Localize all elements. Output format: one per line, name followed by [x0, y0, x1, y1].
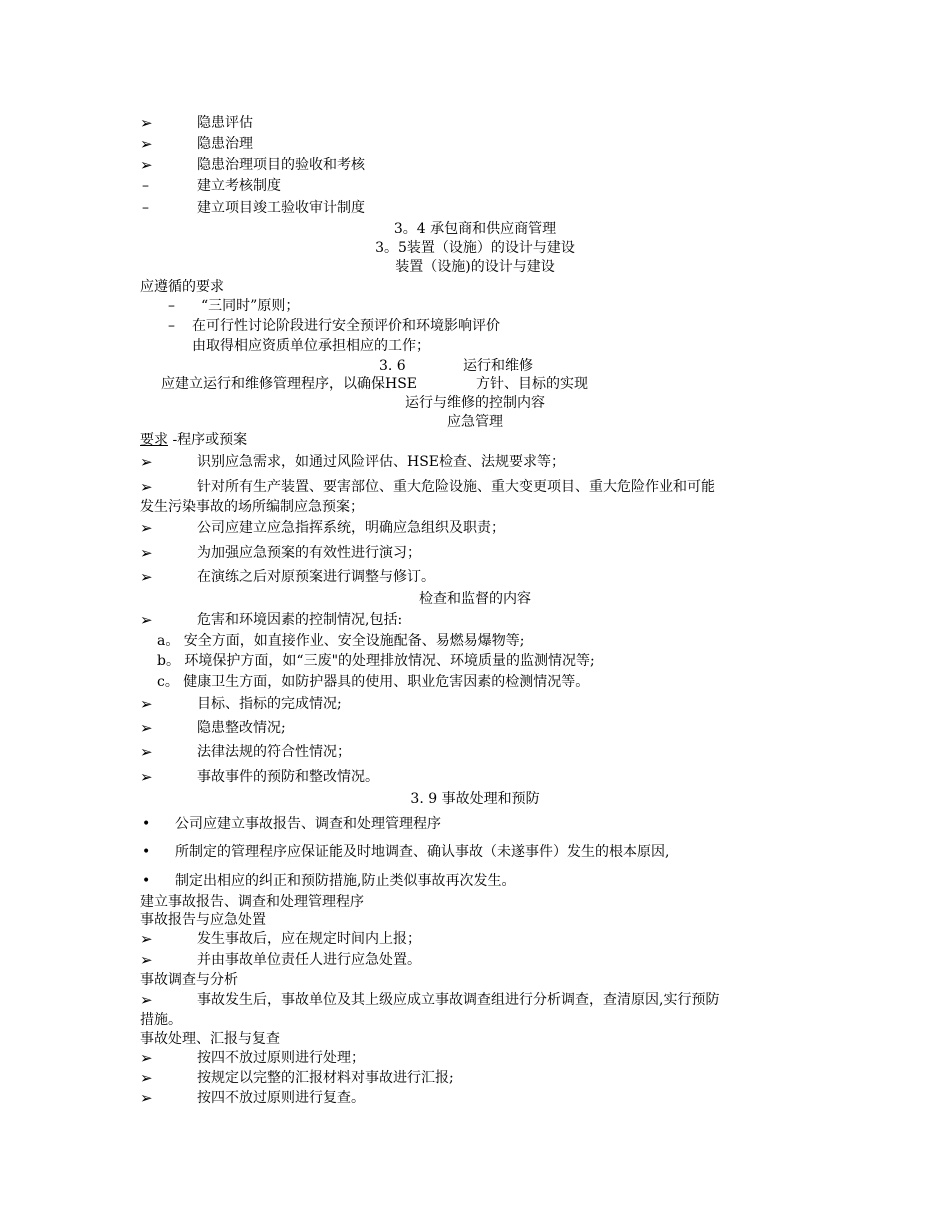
arrow-bullet-icon: ➢ [140, 1089, 153, 1107]
section-heading: 检查和监督的内容 [419, 591, 531, 607]
list-item-text: 隐患整改情况; [197, 720, 286, 736]
sub-list-item: b。 环境保护方面，如“三废"的处理排放情况、环境质量的监测情况等; [157, 653, 595, 669]
list-item-text: 建立考核制度 [197, 178, 281, 194]
list-item-text: 公司应建立应急指挥系统，明确应急组织及职责； [197, 520, 505, 536]
arrow-bullet-icon: ➢ [140, 1049, 153, 1067]
list-item-text: 发生事故后，应在规定时间内上报； [197, 931, 421, 947]
paragraph: 措施。 [140, 1012, 182, 1028]
arrow-bullet-icon: ➢ [140, 544, 153, 562]
dot-bullet-icon: • [142, 816, 151, 832]
arrow-bullet-icon: ➢ [140, 719, 153, 737]
list-item-text: 按规定以完整的汇报材料对事故进行汇报; [197, 1070, 454, 1086]
paragraph: 建立事故报告、调查和处理管理程序 [140, 894, 364, 910]
list-item-text: 法律法规的符合性情况； [197, 744, 351, 760]
arrow-bullet-icon: ➢ [140, 930, 153, 948]
dot-bullet-icon: • [142, 873, 151, 889]
sub-list-item: a。 安全方面，如直接作业、安全设施配备、易燃易爆物等; [157, 633, 525, 649]
list-item-text: 按四不放过原则进行复查。 [197, 1090, 365, 1106]
list-item-text: 建立项目竣工验收审计制度 [197, 200, 365, 216]
section-heading: 3。5装置（设施）的设计与建设 [375, 240, 575, 256]
arrow-bullet-icon: ➢ [140, 568, 153, 586]
paragraph-text: -程序或预案 [168, 432, 248, 448]
list-item-text: 事故发生后，事故单位及其上级应成立事故调查组进行分析调查，查清原因,实行预防 [197, 992, 720, 1008]
list-item-text: 所制定的管理程序应保证能及时地调查、确认事故（未遂事件）发生的根本原因, [175, 844, 670, 860]
paragraph: 事故处理、汇报与复查 [140, 1031, 280, 1047]
list-item-text: 隐患治理 [197, 136, 253, 152]
list-item-text: 在演练之后对原预案进行调整与修订。 [197, 569, 435, 585]
section-title: 运行和维修 [463, 358, 533, 374]
arrow-bullet-icon: ➢ [140, 695, 153, 713]
section-number: 3. 6 [379, 358, 406, 374]
list-item-text: 针对所有生产装置、要害部位、重大危险设施、重大变更项目、重大危险作业和可能 [197, 479, 715, 495]
arrow-bullet-icon: ➢ [140, 453, 153, 471]
section-heading: 应急管理 [447, 414, 503, 430]
dash-bullet: – [168, 318, 175, 334]
list-item-text: 隐患治理项目的验收和考核 [197, 157, 365, 173]
paragraph: 发生污染事故的场所编制应急预案； [140, 499, 364, 515]
paragraph: 事故报告与应急处置 [140, 912, 266, 928]
section-heading: 3. 9 事故处理和预防 [410, 791, 540, 807]
arrow-bullet-icon: ➢ [140, 519, 153, 537]
underlined-text: 要求 [140, 432, 168, 448]
arrow-bullet-icon: ➢ [140, 114, 153, 132]
paragraph [140, 430, 247, 450]
arrow-bullet-icon: ➢ [140, 768, 153, 786]
arrow-bullet-icon: ➢ [140, 478, 153, 496]
paragraph-text: 应建立运行和维修管理程序，以确保HSE [161, 376, 418, 392]
list-item-text: 并由事故单位责任人进行应急处置。 [197, 952, 421, 968]
paragraph: 事故调查与分析 [140, 972, 238, 988]
list-item-text: 危害和环境因素的控制情况,包括: [197, 612, 403, 628]
section-heading: 3。4 承包商和供应商管理 [393, 221, 557, 237]
list-item-text: “三同时”原则； [201, 298, 300, 314]
paragraph: 由取得相应资质单位承担相应的工作； [192, 338, 430, 354]
arrow-bullet-icon: ➢ [140, 743, 153, 761]
list-item-text: 隐患评估 [197, 115, 253, 131]
list-item-text: 公司应建立事故报告、调查和处理管理程序 [175, 816, 441, 832]
sub-list-item: c。 健康卫生方面，如防护器具的使用、职业危害因素的检测情况等。 [157, 674, 590, 690]
arrow-bullet-icon: ➢ [140, 156, 153, 174]
list-item-text: 为加强应急预案的有效性进行演习； [197, 545, 421, 561]
arrow-bullet-icon: ➢ [140, 611, 153, 629]
list-item-text: 在可行性讨论阶段进行安全预评价和环境影响评价 [192, 318, 500, 334]
arrow-bullet-icon: ➢ [140, 951, 153, 969]
subsection-heading: 运行与维修的控制内容 [405, 395, 545, 411]
list-item-text: 按四不放过原则进行处理； [197, 1050, 365, 1066]
list-item-text: 识别应急需求，如通过风险评估、HSE检查、法规要求等； [197, 454, 566, 470]
paragraph: 应遵循的要求 [140, 279, 224, 295]
paragraph-text: 方针、目标的实现 [476, 376, 588, 392]
list-item-text: 目标、指标的完成情况; [197, 696, 342, 712]
dash-bullet: – [142, 200, 149, 216]
arrow-bullet-icon: ➢ [140, 135, 153, 153]
subsection-heading: 装置（设施)的设计与建设 [395, 259, 555, 275]
list-item-text: 制定出相应的纠正和预防措施,防止类似事故再次发生。 [175, 873, 516, 889]
dash-bullet: – [168, 298, 175, 314]
dash-bullet: – [142, 178, 149, 194]
list-item-text: 事故事件的预防和整改情况。 [197, 769, 379, 785]
arrow-bullet-icon: ➢ [140, 1069, 153, 1087]
arrow-bullet-icon: ➢ [140, 991, 153, 1009]
dot-bullet-icon: • [142, 844, 151, 860]
